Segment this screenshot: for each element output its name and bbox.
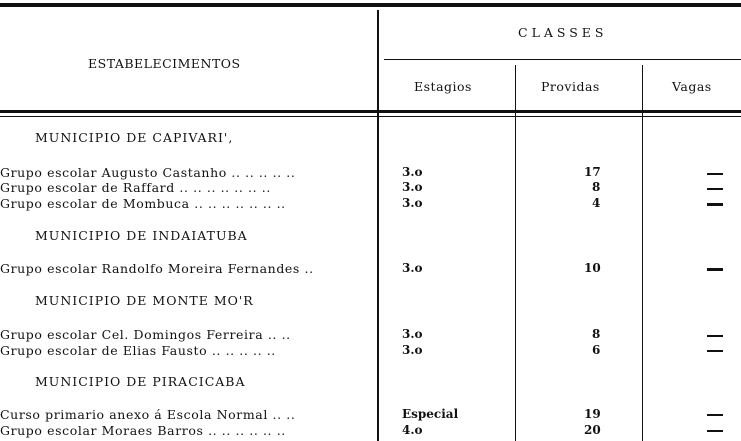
row-estagio: 4.o [402, 423, 423, 437]
header-col-vagas: Vagas [672, 79, 712, 94]
section-title-piracicaba: MUNICIPIO DE PIRACICABA [35, 374, 246, 389]
row-name: Grupo escolar Augusto Castanho .. .. .. .. .. [0, 165, 296, 180]
row-providas: 8 [592, 180, 601, 194]
section-title-monte-mor: MUNICIPIO DE MONTE MO'R [35, 293, 254, 308]
row-name: Grupo escolar de Raffard .. .. .. .. .. .. .. [0, 180, 271, 195]
main-column-divider [377, 10, 379, 441]
row-providas: 20 [584, 423, 601, 437]
row-estagio: 3.o [402, 327, 423, 341]
estagios-providas-divider [515, 65, 516, 441]
vagas-dash [707, 188, 723, 190]
header-col-providas: Providas [541, 79, 600, 94]
row-name: Grupo escolar de Mombuca .. .. .. .. .. .. .. [0, 196, 286, 211]
vagas-dash [707, 268, 723, 271]
row-estagio: 3.o [402, 180, 423, 194]
row-estagio: 3.o [402, 165, 423, 179]
row-estagio: 3.o [402, 261, 423, 275]
vagas-dash [707, 173, 723, 175]
providas-vagas-divider [642, 65, 643, 441]
vagas-dash [707, 414, 723, 416]
row-providas: 19 [584, 407, 601, 421]
section-title-capivari: MUNICIPIO DE CAPIVARI', [35, 130, 234, 145]
row-name: Grupo escolar de Elias Fausto .. .. .. .. .. [0, 343, 276, 358]
header-classes: CLASSES [518, 25, 608, 40]
header-col-estagios: Estagios [414, 79, 472, 94]
vagas-dash [707, 203, 723, 206]
row-name: Grupo escolar Moraes Barros .. .. .. .. .. .. [0, 423, 286, 438]
row-providas: 10 [584, 261, 601, 275]
header-bottom-rule-thin [0, 116, 741, 117]
row-name: Curso primario anexo á Escola Normal .. .. [0, 407, 296, 422]
top-rule [0, 3, 741, 7]
row-providas: 6 [592, 343, 601, 357]
header-estabelecimentos: ESTABELECIMENTOS [88, 56, 241, 71]
row-providas: 8 [592, 327, 601, 341]
header-bottom-rule [0, 110, 741, 113]
vagas-dash [707, 430, 723, 432]
row-providas: 4 [592, 196, 601, 210]
row-estagio: 3.o [402, 343, 423, 357]
row-providas: 17 [584, 165, 601, 179]
vagas-dash [707, 350, 723, 352]
vagas-dash [707, 335, 723, 337]
row-estagio: 3.o [402, 196, 423, 210]
row-name: Grupo escolar Randolfo Moreira Fernandes .. [0, 261, 314, 276]
row-name: Grupo escolar Cel. Domingos Ferreira .. .. [0, 327, 291, 342]
classes-underline [384, 59, 741, 60]
section-title-indaiatuba: MUNICIPIO DE INDAIATUBA [35, 228, 248, 243]
row-estagio: Especial [402, 407, 459, 421]
